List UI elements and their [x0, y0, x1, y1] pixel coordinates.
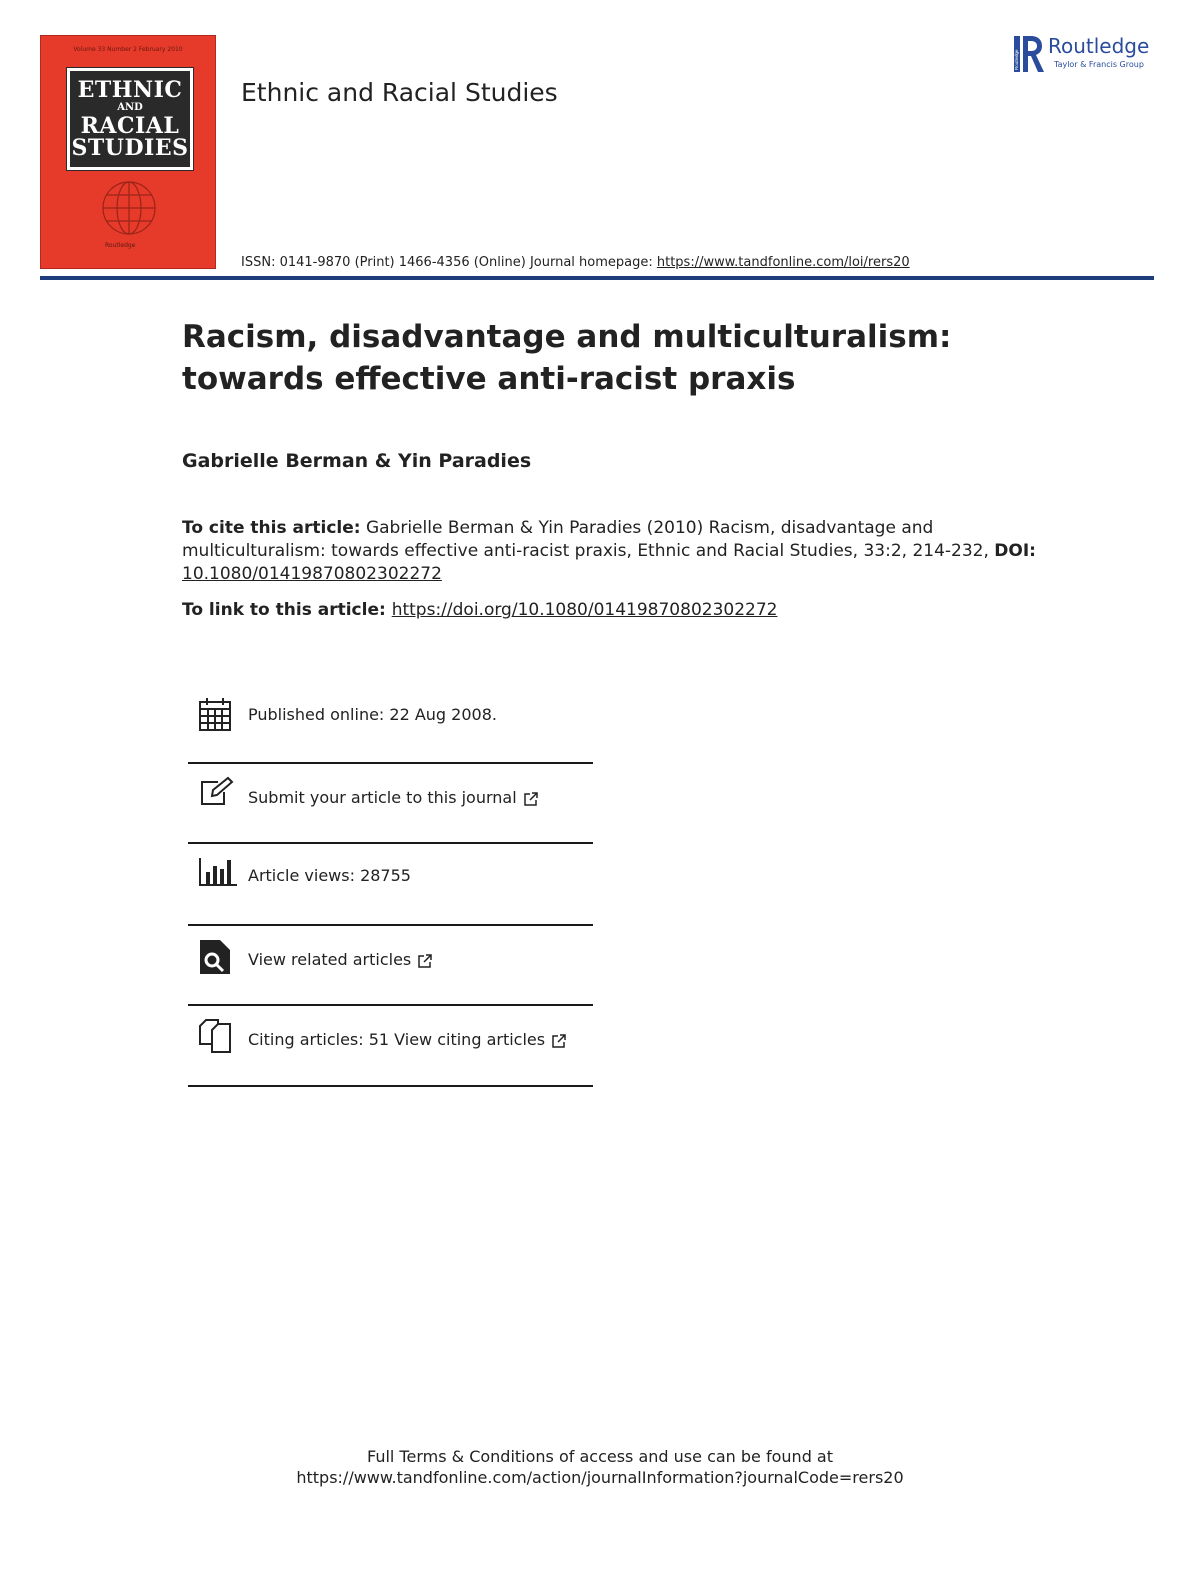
footer-line1: Full Terms & Conditions of access and use can be found at	[366, 1447, 834, 1466]
routledge-r-icon	[1014, 34, 1044, 74]
citing-articles-label: Citing articles: 51 View citing articles	[248, 1030, 546, 1049]
related-articles-link[interactable]	[248, 950, 433, 969]
published-online-row	[188, 690, 593, 770]
submit-article-label: Submit your article to this journal	[248, 788, 517, 807]
issn-text: ISSN: 0141-9870 (Print) 1466-4356 (Online) Journal homepage:	[241, 255, 657, 270]
citing-articles-row[interactable]	[188, 1006, 593, 1086]
related-articles-row[interactable]	[188, 926, 593, 1006]
published-online-label: Published online: 22 Aug 2008.	[248, 705, 497, 724]
external-link-icon	[417, 953, 433, 969]
cover-title-and: AND	[117, 102, 143, 113]
related-articles-label: View related articles	[248, 950, 412, 969]
bar-chart-icon	[198, 856, 238, 888]
submit-article-link[interactable]	[248, 788, 539, 807]
external-link-icon	[523, 791, 539, 807]
globe-icon	[99, 178, 159, 238]
logo-side-text: Routledge	[1014, 49, 1020, 70]
calendar-icon	[198, 696, 232, 732]
cover-title-line1: ETHNIC	[77, 77, 183, 103]
citing-articles-link[interactable]	[248, 1030, 567, 1049]
doi-link[interactable]: 10.1080/01419870802302272	[182, 564, 442, 584]
external-link-icon	[551, 1033, 567, 1049]
journal-cover-image	[40, 35, 216, 269]
copy-documents-icon	[198, 1018, 234, 1054]
footer-terms	[0, 1446, 1200, 1488]
article-link-block	[182, 600, 777, 620]
edit-icon	[198, 776, 234, 810]
article-url-link[interactable]: https://doi.org/10.1080/01419870802302272	[391, 600, 778, 620]
submit-article-row[interactable]	[188, 764, 593, 844]
footer-terms-link[interactable]: https://www.tandfonline.com/action/journalInformation?journalCode=rers20	[296, 1468, 904, 1487]
cover-publisher: Routledge	[105, 242, 136, 249]
citation-block	[182, 517, 1042, 586]
document-search-icon	[198, 938, 232, 976]
cite-label: To cite this article:	[182, 518, 361, 538]
info-divider	[188, 1085, 593, 1087]
cover-issue-text: Volume 33 Number 2 February 2010	[73, 46, 183, 53]
cover-title-box	[67, 68, 193, 170]
cover-title-line3: STUDIES	[71, 135, 189, 161]
link-label: To link to this article:	[182, 600, 392, 620]
issn-line	[241, 255, 910, 270]
article-views-label: Article views: 28755	[248, 866, 411, 885]
logo-subtitle: Taylor & Francis Group	[1054, 60, 1144, 69]
article-authors: Gabrielle Berman & Yin Paradies	[182, 450, 532, 472]
header-divider	[40, 276, 1154, 280]
article-title-line2: towards effective anti-racist praxis	[182, 361, 796, 397]
article-views-row	[188, 844, 593, 924]
journal-name: Ethnic and Racial Studies	[241, 78, 558, 107]
doi-label: DOI:	[994, 541, 1036, 561]
article-title	[182, 316, 1082, 400]
cite-text: Gabrielle Berman & Yin Paradies (2010) Racism, disadvantage and multiculturalism: towards effective anti-racist praxis, Ethnic and Racial Studies, 33:2, 214-232,	[182, 518, 995, 561]
logo-name: Routledge	[1048, 34, 1150, 58]
routledge-logo	[1014, 34, 1159, 76]
article-title-line1: Racism, disadvantage and multiculturalism:	[182, 319, 952, 355]
cover-title-line2: RACIAL	[80, 113, 180, 139]
journal-homepage-link[interactable]: https://www.tandfonline.com/loi/rers20	[656, 255, 910, 270]
